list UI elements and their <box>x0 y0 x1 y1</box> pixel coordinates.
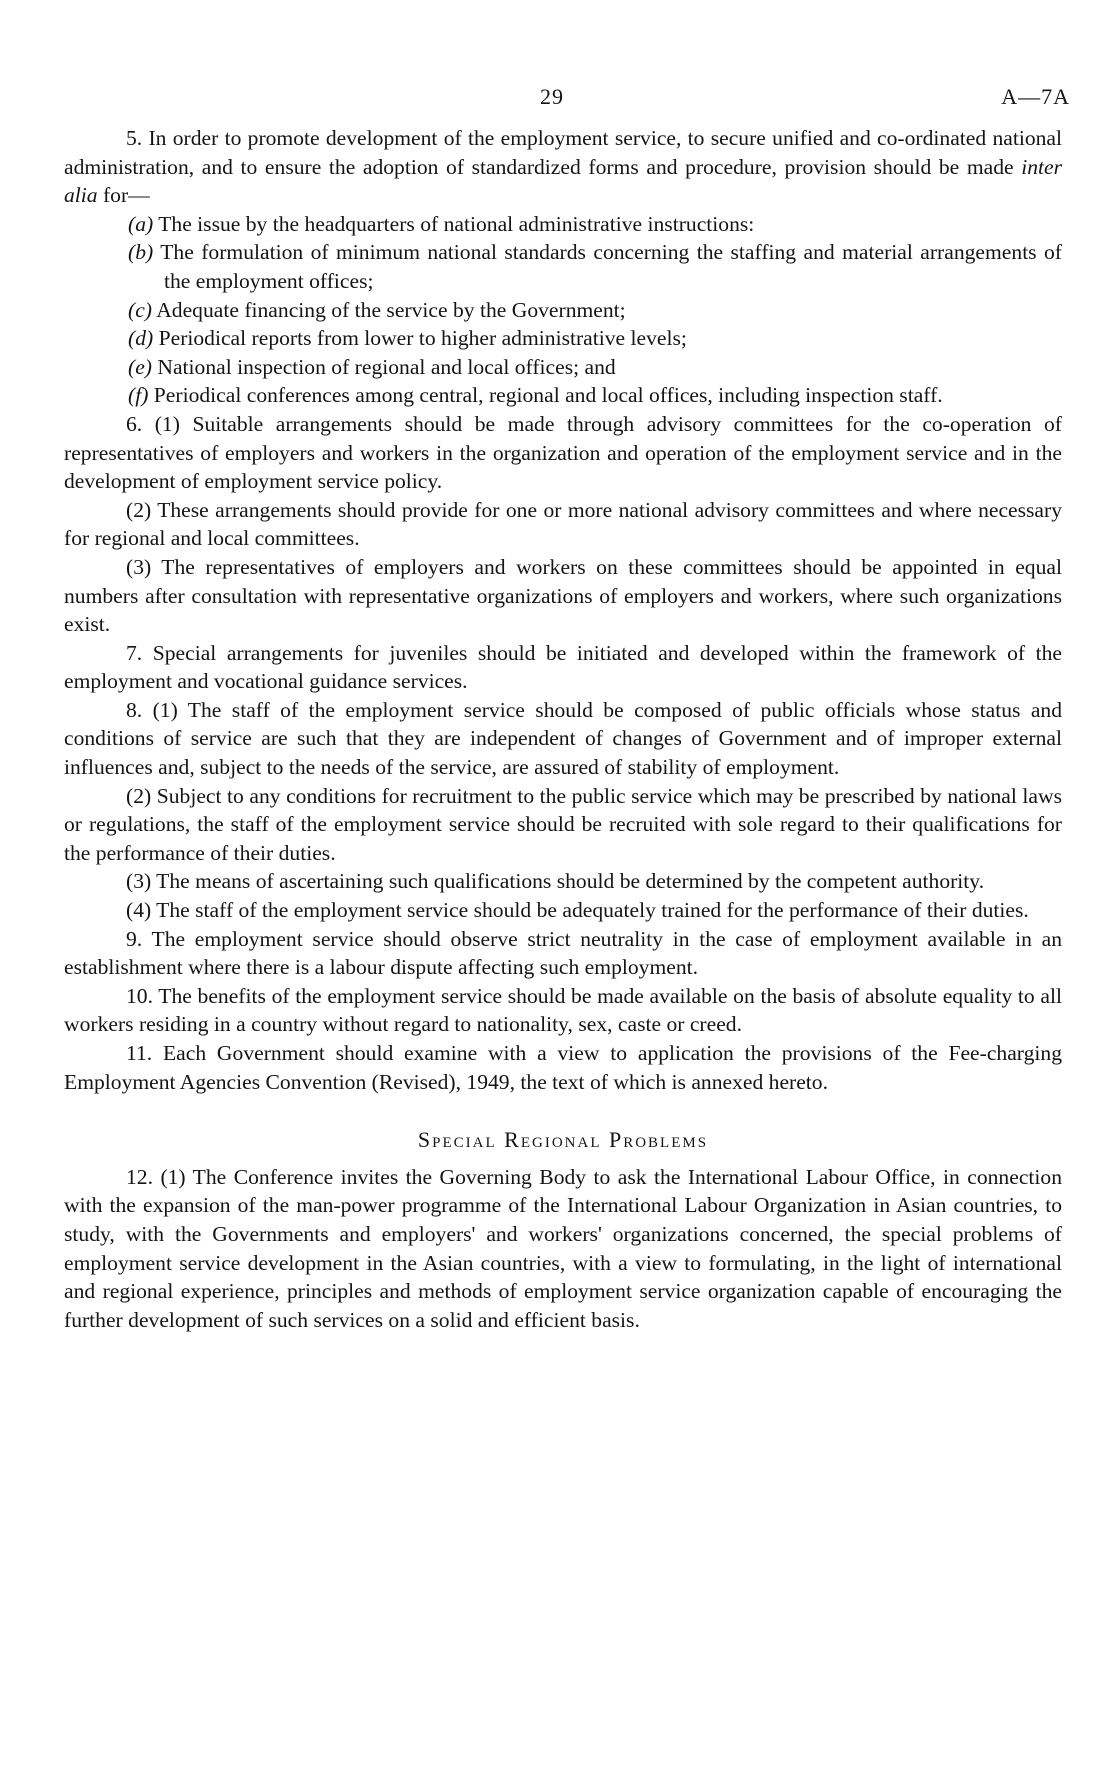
list-item-e <box>64 353 1062 382</box>
page-header <box>0 84 1114 114</box>
list-item-d <box>64 324 1062 353</box>
paragraph-5 <box>64 124 1062 210</box>
paragraph-12-1: 12. (1) The Conference invites the Governing Body to ask the International Labour Office, in connection with the expansion of the man-power programme of the International Labour Organization in Asian countries, to study, with the Governments and employers' and workers' organizations concerned, the special problems of employment service development in the Asian countries, with a view to formulating, in the light of international and regional experience, principles and methods of employment service organization capable of encouraging the further development of such services on a solid and efficient basis. <box>64 1164 1062 1332</box>
paragraph-9: 9. The employment service should observe strict neutrality in the case of employment available in an establishment where there is a labour dispute affecting such employment. <box>64 926 1062 980</box>
paragraph-6-3: (3) The representatives of employers and workers on these committees should be appointed in equal numbers after consultation with representative organizations of employers and workers, where such organizations exist. <box>64 554 1062 637</box>
list-label: (f) <box>128 383 149 408</box>
paragraph-8-4: (4) The staff of the employment service should be adequately trained for the performance of their duties. <box>126 898 1029 923</box>
paragraph-7: 7. Special arrangements for juveniles should be initiated and developed within the framework of the employment and vocational guidance services. <box>64 640 1062 694</box>
paragraph-11: 11. Each Government should examine with a view to application the provisions of the Fee-charging Employment Agencies Convention (Revised), 1949, the text of which is annexed hereto. <box>64 1041 1062 1094</box>
list-text: Periodical reports from lower to higher administrative levels; <box>158 326 687 351</box>
list-label: (e) <box>128 354 152 379</box>
paragraph-8-3: (3) The means of ascertaining such qualifications should be determined by the competent authority. <box>126 869 985 894</box>
list-label: (b) <box>128 240 154 265</box>
list-text: Periodical conferences among central, regional and local offices, including inspection staff. <box>153 383 943 408</box>
paragraph-6-2: (2) These arrangements should provide for one or more national advisory committees and where necessary for regional and local committees. <box>64 497 1062 551</box>
section-heading: Special Regional Problems <box>417 1127 709 1153</box>
page-number: 29 <box>540 84 564 109</box>
paragraph-8-1: 8. (1) The staff of the employment service should be composed of public officials whose status and conditions of service are such that they are independent of changes of Government and of improper external influences and, subject to the needs of the service, are assured of stability of employment. <box>64 697 1062 780</box>
paragraph-10: 10. The benefits of the employment service should be made available on the basis of absolute equality to all workers residing in a country without regard to nationality, sex, caste or creed. <box>64 983 1062 1037</box>
paragraph-6-1: 6. (1) Suitable arrangements should be made through advisory committees for the co-operation of representatives of employers and workers in the organization and operation of the employment service and in the development of employment service policy. <box>64 411 1062 494</box>
list-item-a <box>64 210 1062 239</box>
list-text: Adequate financing of the service by the Government; <box>156 297 626 322</box>
paragraph-8-2: (2) Subject to any conditions for recruitment to the public service which may be prescribed by national laws or regulations, the staff of the employment service should be recruited with sole regard to their qualifications for the performance of their duties. <box>64 783 1062 865</box>
list-text: The formulation of minimum national standards concerning the staffing and material arrangements of the employment offices; <box>160 240 1063 293</box>
list-item-f <box>64 381 1062 410</box>
list-item-c <box>64 296 1062 325</box>
paragraph-5-tail: for— <box>97 183 150 208</box>
list-text: National inspection of regional and local offices; and <box>157 354 616 379</box>
list-label: (a) <box>128 211 154 236</box>
list-label: (c) <box>128 297 152 322</box>
list-text: The issue by the headquarters of national administrative instructions: <box>158 211 755 236</box>
list-label: (d) <box>128 326 154 351</box>
list-item-b <box>64 238 1062 295</box>
paragraph-5-text: 5. In order to promote development of the employment service, to secure unified and co-ordinated national administration, and to ensure the adoption of standardized forms and procedure, provision should be made <box>64 126 1062 179</box>
inter-alia-italic: inter alia <box>64 154 1062 208</box>
document-reference: A—7A <box>1001 84 1070 109</box>
body-text <box>64 124 1062 1334</box>
